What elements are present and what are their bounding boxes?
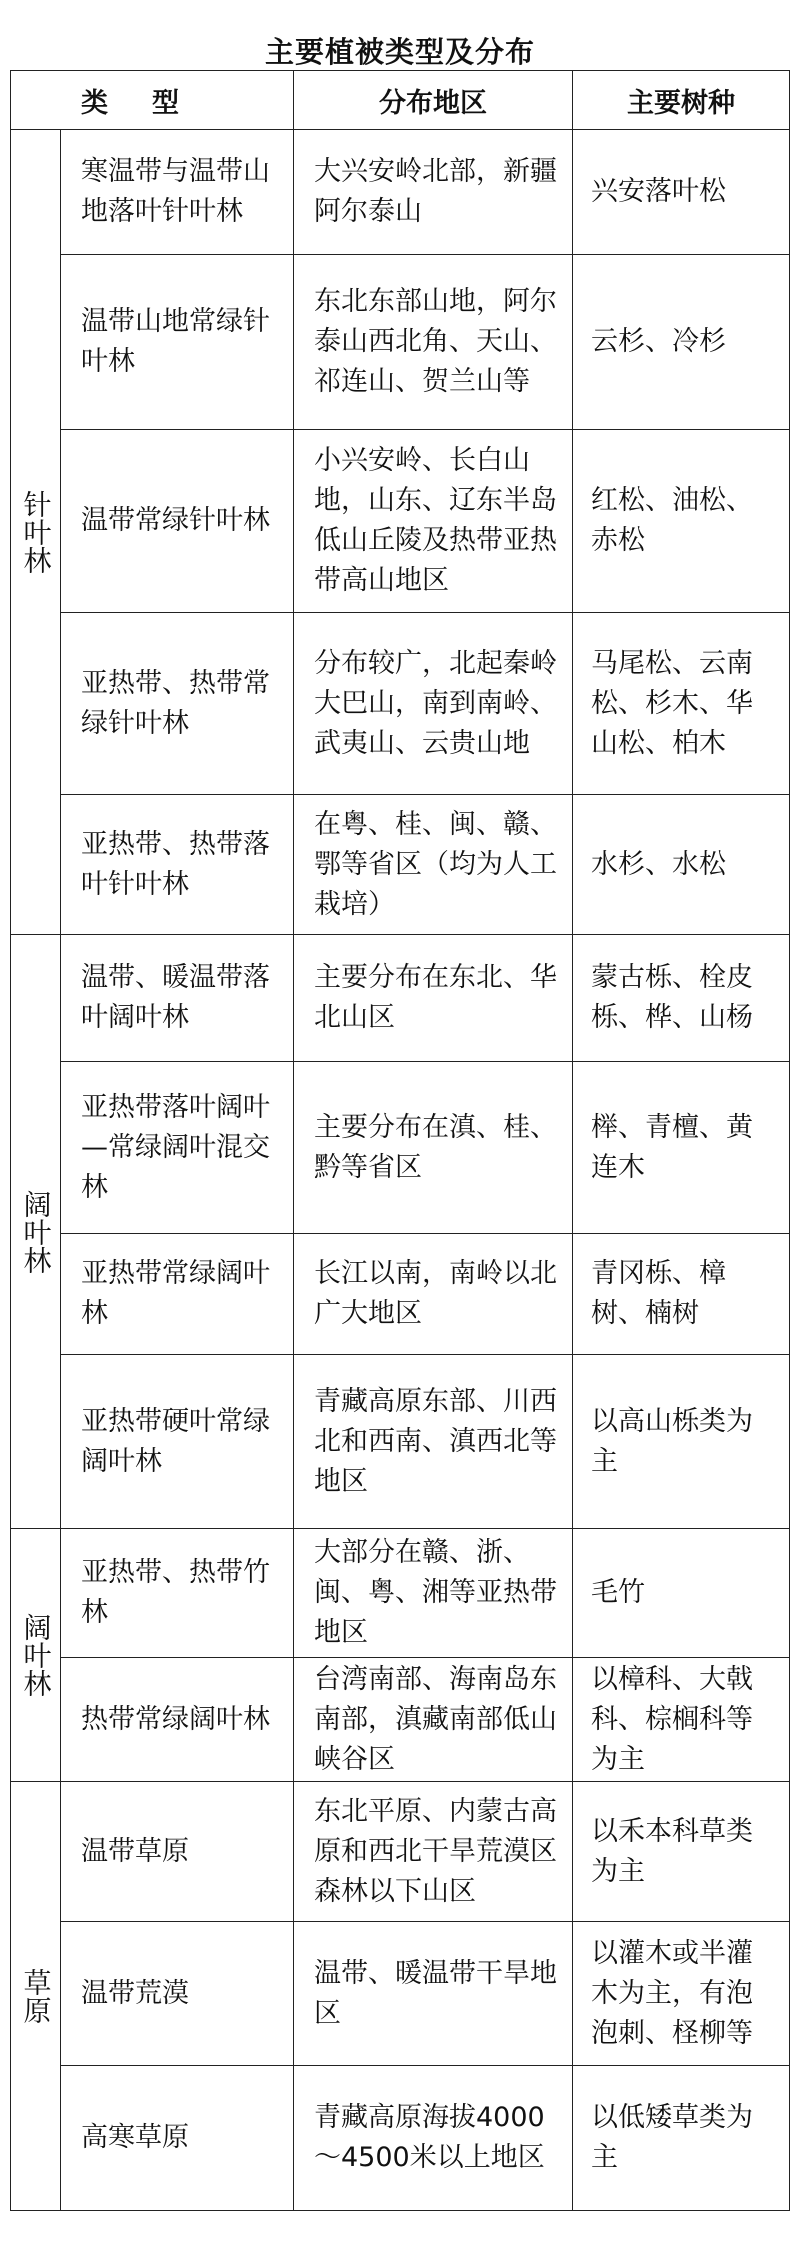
header-type: 类型 [11,71,294,130]
table-row [11,1234,790,1355]
trees-cell: 马尾松、云南松、杉木、华山松、柏木 [573,613,790,795]
trees-cell: 青冈栎、樟树、楠树 [573,1234,790,1355]
type-cell: 温带、暖温带落叶阔叶林 [61,935,294,1062]
trees-cell: 蒙古栎、栓皮栎、桦、山杨 [573,935,790,1062]
distribution-cell: 东北东部山地，阿尔泰山西北角、天山、祁连山、贺兰山等 [294,255,573,430]
distribution-cell: 温带、暖温带干旱地区 [294,1922,573,2066]
distribution-cell: 大兴安岭北部，新疆阿尔泰山 [294,130,573,255]
trees-cell: 水杉、水松 [573,795,790,935]
group-label: 针叶林 [11,130,61,935]
table-row [11,2066,790,2211]
distribution-cell: 青藏高原东部、川西北和西南、滇西北等地区 [294,1355,573,1529]
trees-cell: 红松、油松、赤松 [573,430,790,613]
group-label: 阔叶林 [11,1529,61,1782]
type-cell: 亚热带、热带常绿针叶林 [61,613,294,795]
distribution-cell: 长江以南，南岭以北广大地区 [294,1234,573,1355]
type-cell: 亚热带、热带落叶针叶林 [61,795,294,935]
table-row [11,130,790,255]
table-row [11,1782,790,1922]
type-cell: 亚热带落叶阔叶—常绿阔叶混交林 [61,1062,294,1234]
type-cell: 亚热带、热带竹林 [61,1529,294,1658]
distribution-cell: 大部分在赣、浙、闽、粤、湘等亚热带地区 [294,1529,573,1658]
table-row [11,255,790,430]
type-cell: 寒温带与温带山地落叶针叶林 [61,130,294,255]
trees-cell: 以樟科、大戟科、棕榈科等为主 [573,1658,790,1782]
distribution-cell: 青藏高原海拔4000～4500米以上地区 [294,2066,573,2211]
type-cell: 温带荒漠 [61,1922,294,2066]
type-cell: 温带草原 [61,1782,294,1922]
header-distribution: 分布地区 [294,71,573,130]
distribution-cell: 台湾南部、海南岛东南部，滇藏南部低山峡谷区 [294,1658,573,1782]
table-title: 主要植被类型及分布 [264,35,535,69]
group-label: 阔叶林 [11,935,61,1529]
trees-cell: 榉、青檀、黄连木 [573,1062,790,1234]
header-row [11,71,790,130]
trees-cell: 以低矮草类为主 [573,2066,790,2211]
distribution-cell: 主要分布在东北、华北山区 [294,935,573,1062]
table-row [11,613,790,795]
type-cell: 热带常绿阔叶林 [61,1658,294,1782]
distribution-cell: 分布较广，北起秦岭大巴山，南到南岭、武夷山、云贵山地 [294,613,573,795]
type-cell: 高寒草原 [61,2066,294,2211]
trees-cell: 以灌木或半灌木为主，有泡泡刺、柽柳等 [573,1922,790,2066]
trees-cell: 以禾本科草类为主 [573,1782,790,1922]
type-cell: 温带山地常绿针叶林 [61,255,294,430]
table-row [11,935,790,1062]
distribution-cell: 主要分布在滇、桂、黔等省区 [294,1062,573,1234]
trees-cell: 云杉、冷杉 [573,255,790,430]
distribution-cell: 小兴安岭、长白山地，山东、辽东半岛低山丘陵及热带亚热带高山地区 [294,430,573,613]
group-label: 草原 [11,1782,61,2211]
type-cell: 温带常绿针叶林 [61,430,294,613]
table-row [11,1355,790,1529]
table-row [11,1658,790,1782]
table-row [11,1529,790,1658]
distribution-cell: 在粤、桂、闽、赣、鄂等省区（均为人工栽培） [294,795,573,935]
header-trees: 主要树种 [573,71,790,130]
type-cell: 亚热带硬叶常绿阔叶林 [61,1355,294,1529]
vegetation-table [10,70,790,2211]
table-row [11,795,790,935]
trees-cell: 毛竹 [573,1529,790,1658]
trees-cell: 以高山栎类为主 [573,1355,790,1529]
table-row [11,1922,790,2066]
type-cell: 亚热带常绿阔叶林 [61,1234,294,1355]
trees-cell: 兴安落叶松 [573,130,790,255]
distribution-cell: 东北平原、内蒙古高原和西北干旱荒漠区森林以下山区 [294,1782,573,1922]
table-row [11,1062,790,1234]
table-row [11,430,790,613]
